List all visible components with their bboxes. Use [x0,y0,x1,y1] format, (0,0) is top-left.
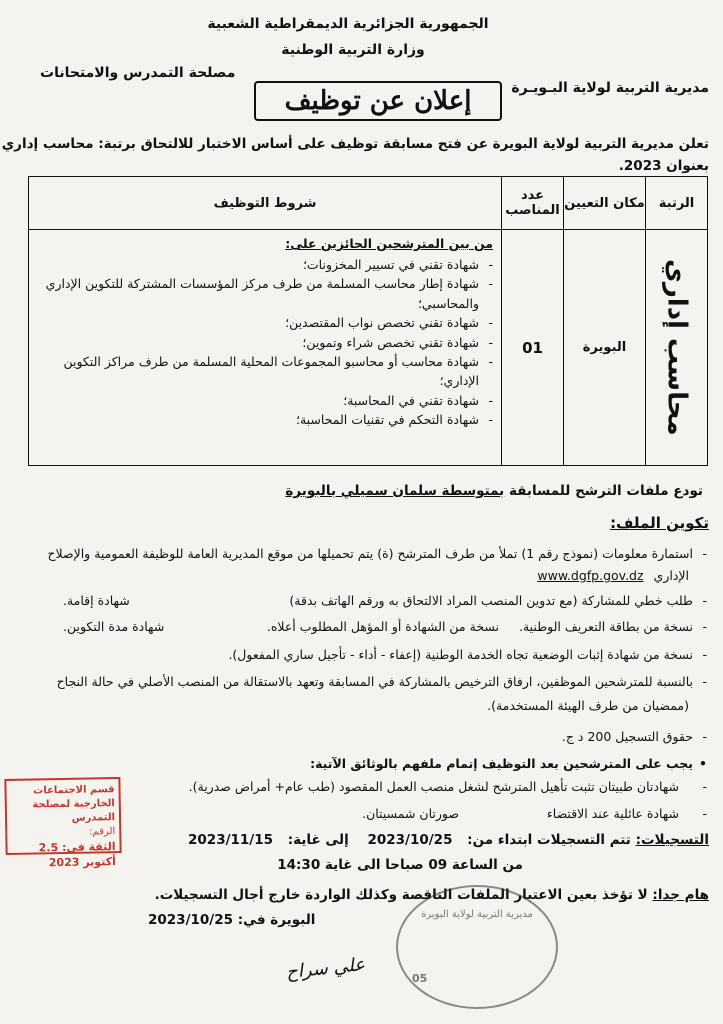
file-item-form-cont-text: الإداري [653,568,689,583]
intro-text: تعلن مديرية التربية لولاية البويرة عن فتح مسابقة توظيف على أساس الاختبار للالتحاق برتبة: محاسب إداري [1,136,709,152]
rank-cell [646,230,708,466]
conditions-cell [29,230,502,466]
registration-until: إلى غاية: [287,832,349,848]
registration-hours: من الساعة 09 صباحا الى غاية 14:30 [277,857,523,873]
deposit-place: بمتوسطة سلمان سميلي بالبويرة [285,483,505,499]
header-rank: الرتبة [646,177,708,230]
posts-cell: 01 [502,230,564,466]
conditions-intro: من بين المترشحين الحائزين على: [285,236,493,251]
file-item-residence: شهادة إقامة. [63,593,130,608]
file-item-training: شهادة مدة التكوين. [63,619,165,634]
file-item-form-cont [0,567,709,586]
registration-text: تتم التسجيلات ابتداء من: [467,832,631,848]
registration-end: 2023/11/15 [188,832,274,848]
file-item-employees: - بالنسبة للمترشحين الموظفين، ارفاق الترخيص بالمشاركة في المسابقة وتعهد بالاستقالة من المنصب الأصلي في حالة النجاح [3,673,709,692]
official-seal [396,885,558,1009]
table-row [29,230,708,466]
recruitment-table [28,176,708,466]
intro-year: بعنوان 2023. [618,158,709,174]
table-header-row [29,177,708,230]
ministry-title: وزارة التربية الوطنية [281,42,425,58]
after-heading: • يجب على المترشحين بعد التوظيف إتمام ملفهم بالوثائق الآتية: [3,755,709,774]
file-item-military: - نسخة من شهادة إثبات الوضعية تجاه الخدمة الوطنية (إعفاء - أداء - تأجيل ساري المفعول). [3,646,709,665]
after-family-text: شهادة عائلية عند الاقتضاء [546,806,679,821]
file-item-fee: - حقوق التسجيل 200 د ج. [3,728,709,747]
file-item-id-text: نسخة من بطاقة التعريف الوطنية. [518,619,693,634]
registration-label: التسجيلات: [635,832,709,848]
file-item-diploma: نسخة من الشهادة أو المؤهل المطلوب أعلاه. [266,619,499,634]
file-item-form: - استمارة معلومات (نموذج رقم 1) تملأ من طرف المترشح (ة) يتم تحميلها من موقع المديرية العامة للوظيفة العمومية والإصلاح [3,545,709,564]
condition-item: - شهادة تقني في تسيير المخزونات؛ [35,255,493,274]
after-photos: صورتان شمسيتان. [362,806,459,821]
header-posts: عدد المناصب [502,177,564,230]
after-medical: - شهادتان طبيتان تثبت تأهيل المترشح لشغل منصب العمل المقصود (طب عام+ أمراض صدرية). [0,778,709,797]
condition-item: - شهادة تقني تخصص شراء وتموين؛ [35,333,493,352]
signature-place-date: البويرة في: 2023/10/25 [148,912,316,928]
header-location: مكان التعيين [564,177,646,230]
condition-item: - شهادة محاسب أو محاسبو المجموعات المحلية المسلمة من طرف مراكز التكوين الإداري؛ [35,352,493,391]
stamp-line-1: قسم الاجتماعات الخارجية لمصلحة التمدرس [32,784,116,824]
deposit-line [285,483,703,499]
condition-item: - شهادة تقني في المحاسبة؛ [35,391,493,410]
stamp-line-2: الرقم: [89,826,116,838]
service-label: مصلحة التمدرس والامتحانات [40,65,236,81]
file-item-employees-cont: (ممضيان من طرف الهيئة المستخدمة). [487,698,689,713]
reception-stamp [4,777,121,870]
location-cell: البويرة [564,230,646,466]
file-item-request-text: طلب خطي للمشاركة (مع تدوين المنصب المراد الالتحاق به ورقم الهاتف بدقة) [289,593,693,608]
seal-text: مديرية التربية لولاية البويرة [421,909,533,920]
file-item-id [3,618,709,637]
important-text: لا تؤخذ بعين الاعتبار الملفات الناقصة وكذلك الواردة خارج أجال التسجيلات. [154,887,648,903]
file-item-request [3,592,709,611]
condition-item: - شهادة تقني تخصص نواب المقتصدين؛ [35,313,493,332]
stamp-line-3: الثقة في: 2.5 أكتوبر 2023 [38,840,116,870]
signature: علي سراح [285,953,366,984]
condition-item: - شهادة إطار محاسب المسلمة من طرف مركز المؤسسات المشتركة للتكوين الإداري والمحاسبي؛ [35,274,493,313]
announcement-title: إعلان عن توظيف [254,81,502,121]
directorate-label: مديرية التربية لولاية البـويـرة [511,80,709,96]
website-link[interactable]: www.dgfp.gov.dz [537,568,644,583]
rank-value: محاسب إداري [661,259,692,436]
seal-code: 05 [412,972,428,985]
important-label: هام جدا: [652,887,709,903]
header-conditions: شروط التوظيف [29,177,502,230]
registration-start: 2023/10/25 [367,832,453,848]
file-heading: تكوين الملف: [610,514,709,532]
republic-title: الجمهورية الجزائرية الديمقراطية الشعبية [207,16,489,32]
conditions-list [29,251,501,429]
deposit-prefix: تودع ملفات الترشح للمسابقة [508,483,703,499]
condition-item: - شهادة التحكم في تقنيات المحاسبة؛ [35,410,493,429]
registration-line [188,832,709,848]
